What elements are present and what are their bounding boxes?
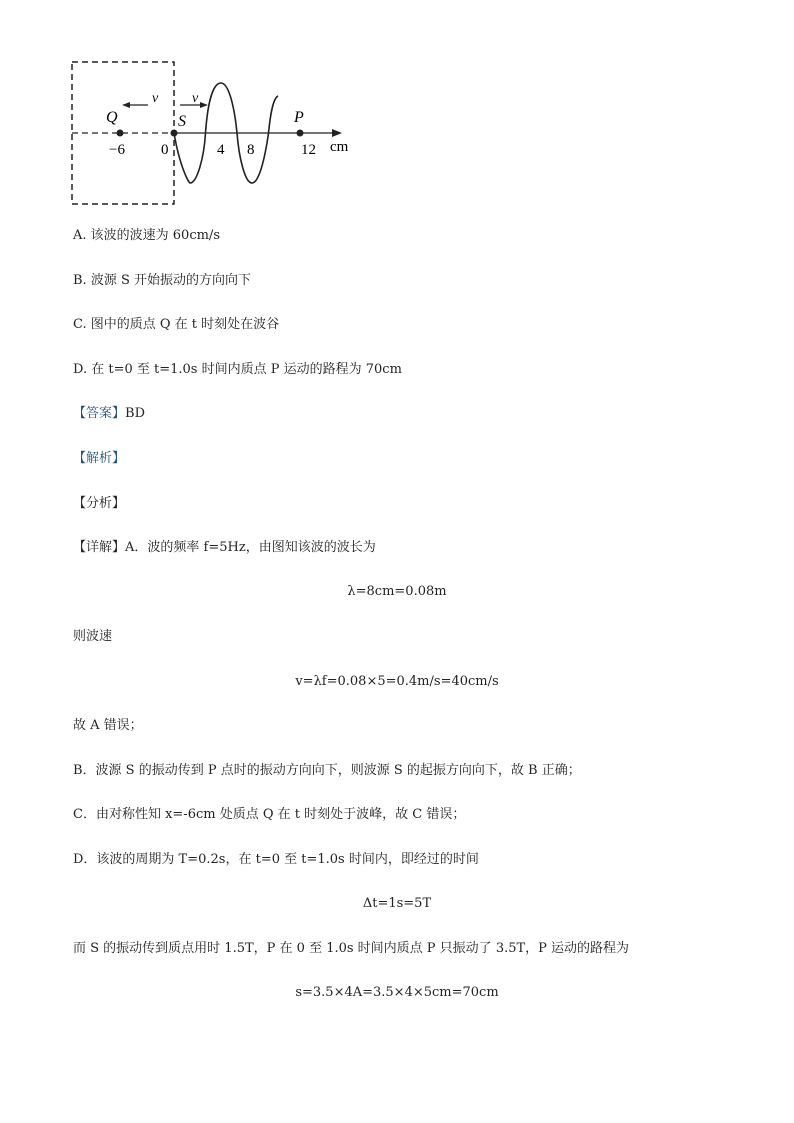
label-v-left: v (152, 91, 159, 106)
unit-label: cm (330, 139, 349, 155)
equation-speed: v=λf=0.08×5=0.4m/s=40cm/s (295, 674, 499, 689)
tick-label: −6 (109, 142, 125, 158)
wave-figure (68, 58, 368, 210)
detail-line-4: B．波源 S 的振动传到 P 点时的振动方向向下，则波源 S 的起振方向向下，故 B 正确； (73, 763, 581, 778)
option-c: C. 图中的质点 Q 在 t 时刻处在波谷 (73, 317, 280, 332)
analysis-tag: 【解析】 (73, 451, 126, 466)
wave-diagram (68, 58, 368, 210)
detail-line-7: 而 S 的振动传到质点用时 1.5T，P 在 0 至 1.0s 时间内质点 P 只振动了 3.5T，P 运动的路程为 (73, 941, 630, 956)
equation-path: s=3.5×4A=3.5×4×5cm=70cm (295, 985, 499, 1000)
label-q: Q (106, 109, 118, 126)
label-p: P (294, 109, 304, 126)
option-b: B. 波源 S 开始振动的方向向下 (73, 273, 251, 288)
tick-label: 4 (217, 142, 225, 158)
tick-label: 8 (247, 142, 255, 158)
detail-tag: 【详解】 (73, 540, 126, 555)
detail-line-6: D．该波的周期为 T=0.2s，在 t=0 至 t=1.0s 时间内，即经过的时间 (73, 852, 479, 867)
detail-line-5: C．由对称性知 x=-6cm 处质点 Q 在 t 时刻处于波峰，故 C 错误； (73, 807, 466, 822)
tick-label: 0 (161, 142, 169, 158)
fenxi-tag: 【分析】 (73, 496, 126, 511)
detail-line-3: 故 A 错误； (73, 718, 143, 733)
point-q (117, 130, 124, 137)
label-s: S (178, 113, 186, 130)
point-s (171, 130, 178, 137)
option-a: A. 该波的波速为 60cm/s (73, 228, 220, 243)
axis-arrow (332, 129, 342, 137)
option-d: D. 在 t=0 至 t=1.0s 时间内质点 P 运动的路程为 70cm (73, 362, 402, 377)
answer-value: BD (125, 406, 145, 421)
arrow-head-left (122, 102, 130, 108)
tick-label: 12 (301, 142, 316, 158)
answer-line (73, 406, 145, 422)
detail-text: A．波的频率 f=5Hz，由图知该波的波长为 (125, 540, 376, 555)
point-p (297, 130, 304, 137)
equation-wavelength: λ=8cm=0.08m (347, 584, 447, 599)
answer-tag: 【答案】 (73, 406, 126, 421)
detail-line-2: 则波速 (73, 629, 113, 644)
arrow-head-right (200, 102, 208, 108)
detail-line-1 (73, 540, 376, 556)
equation-time: Δt=1s=5T (362, 896, 432, 911)
label-v-right: v (192, 91, 199, 106)
